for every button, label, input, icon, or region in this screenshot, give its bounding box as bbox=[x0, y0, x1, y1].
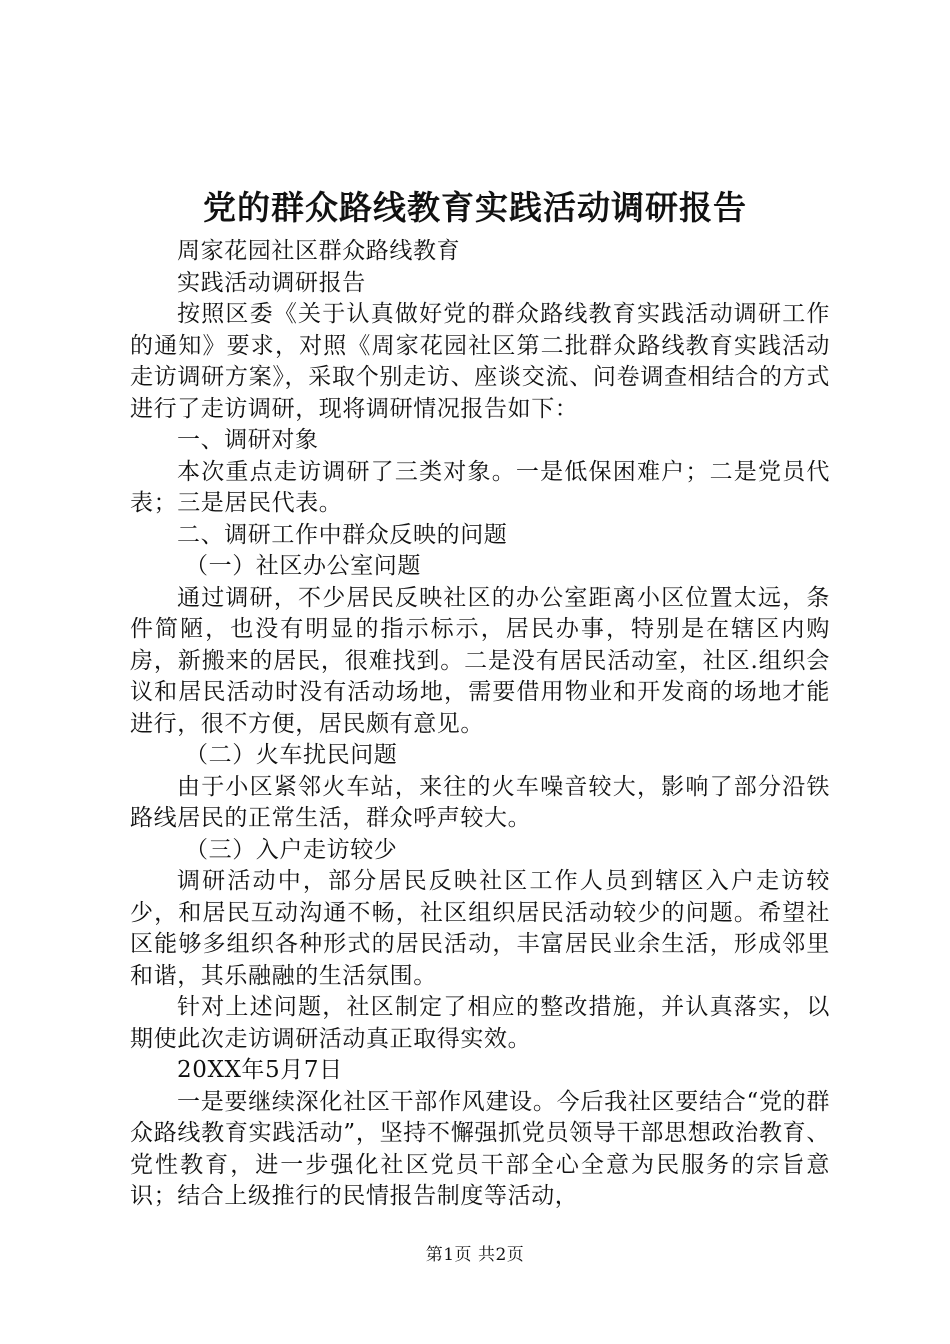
document-title: 党的群众路线教育实践活动调研报告 bbox=[203, 188, 747, 227]
subtitle-line-1: 周家花园社区群众路线教育 bbox=[177, 238, 461, 264]
paragraph-research-targets: 本次重点走访调研了三类对象。一是低保困难户；二是党员代表；三是居民代表。 bbox=[130, 458, 830, 516]
subheading-office: （一）社区办公室问题 bbox=[185, 553, 421, 579]
document-date: 20XX年5月7日 bbox=[177, 1057, 343, 1083]
paragraph-measures: 针对上述问题，社区制定了相应的整改措施，并认真落实，以期使此次走访调研活动真正取得实效。 bbox=[130, 994, 830, 1052]
page-footer: 第1页 共2页 bbox=[425, 1245, 525, 1265]
subtitle-line-2: 实践活动调研报告 bbox=[177, 269, 366, 296]
paragraph-cadre-work: 一是要继续深化社区干部作风建设。今后我社区要结合“党的群众路线教育实践活动”，坚持不懈强抓党员领导干部思想政治教育、党性教育，进一步强化社区党员干部全心全意为民服务的宗旨意识；结合上级推行的民情报告制度等活动， bbox=[130, 1088, 830, 1209]
paragraph-intro: 按照区委《关于认真做好党的群众路线教育实践活动调研工作的通知》要求，对照《周家花园社区第二批群众路线教育实践活动走访调研方案》，采取个别走访、座谈交流、问卷调查相结合的方式进行了走访调研，现将调研情况报告如下： bbox=[130, 301, 830, 422]
paragraph-visits: 调研活动中，部分居民反映社区工作人员到辖区入户走访较少，和居民互动沟通不畅，社区组织居民活动较少的问题。希望社区能够多组织各种形式的居民活动，丰富居民业余生活，形成邻里和谐，其乐融融的生活氛围。 bbox=[130, 868, 830, 989]
document-body bbox=[130, 236, 830, 1213]
section-heading-2: 二、调研工作中群众反映的问题 bbox=[177, 521, 508, 548]
subheading-visits: （三）入户走访较少 bbox=[185, 836, 398, 863]
paragraph-train: 由于小区紧邻火车站，来往的火车噪音较大，影响了部分沿铁路线居民的正常生活，群众呼声较大。 bbox=[130, 773, 830, 831]
subheading-train: （二）火车扰民问题 bbox=[185, 742, 398, 768]
section-heading-1: 一、调研对象 bbox=[177, 427, 319, 453]
paragraph-office: 通过调研，不少居民反映社区的办公室距离小区位置太远，条件简陋，也没有明显的指示标示，居民办事，特别是在辖区内购房，新搬来的居民，很难找到。二是没有居民活动室，社区.组织会议和居民活动时没有活动场地，需要借用物业和开发商的场地才能进行，很不方便，居民颇有意见。 bbox=[130, 584, 830, 737]
